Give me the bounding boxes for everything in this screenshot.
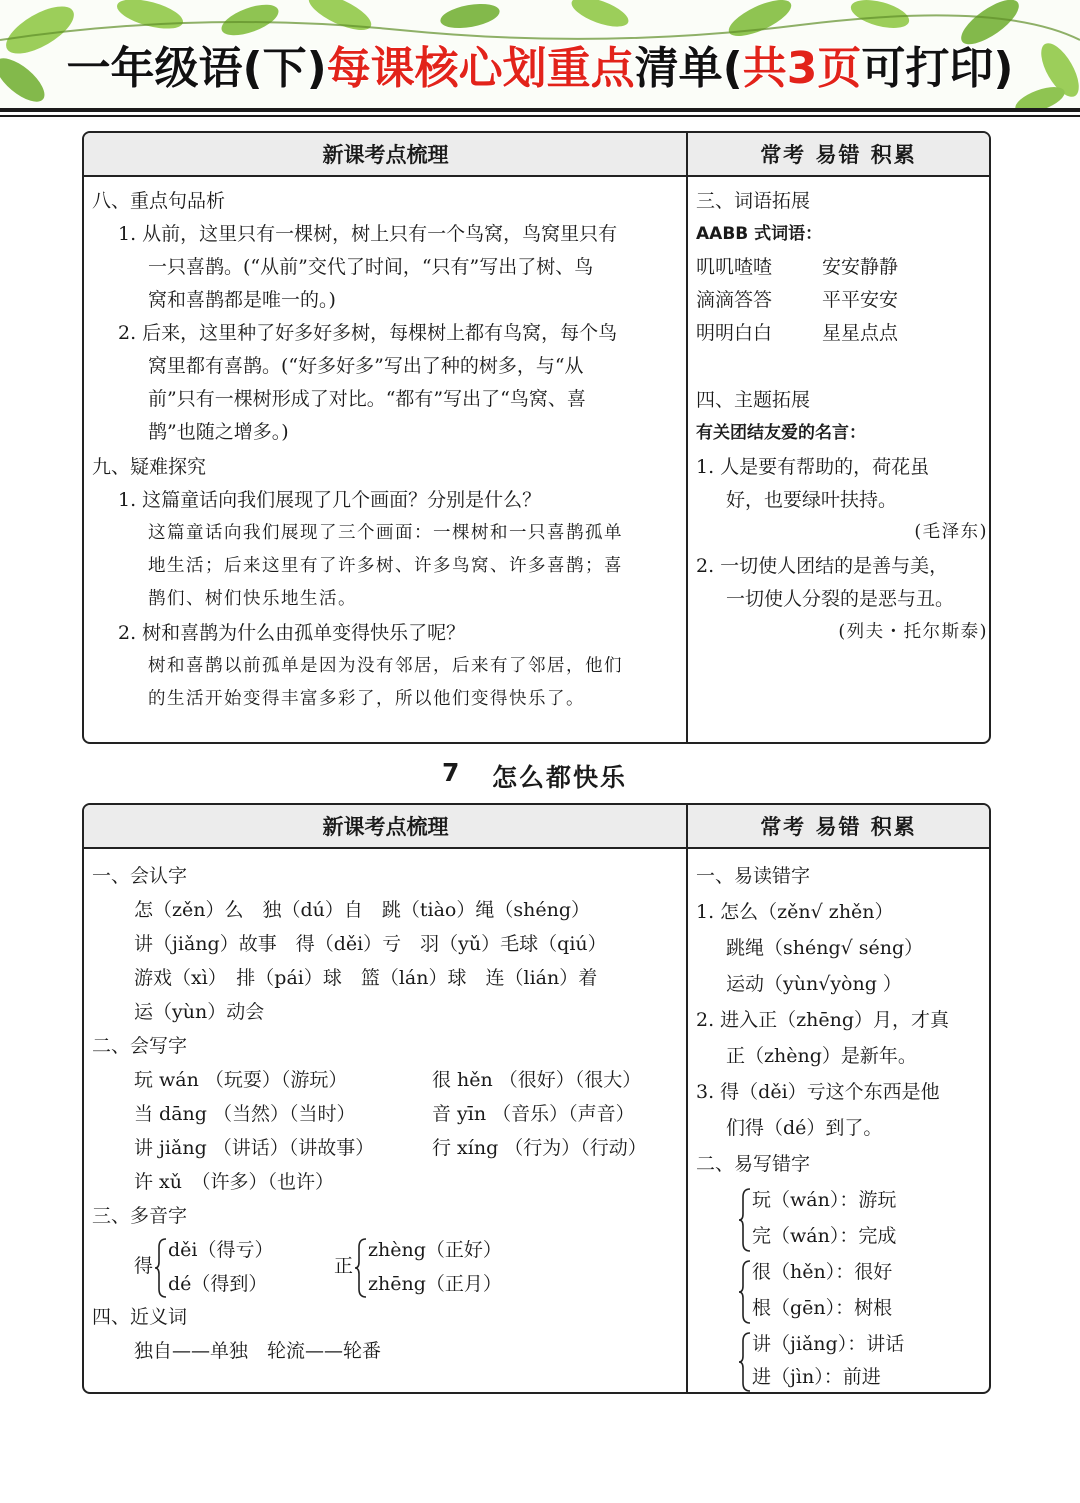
answer-line: 树和喜鹊以前孤单是因为没有邻居，后来有了邻居，他们 bbox=[148, 656, 623, 676]
header-left: 新课考点梳理 bbox=[322, 143, 449, 167]
left-column bbox=[92, 133, 682, 742]
header-left: 新课考点梳理 bbox=[322, 815, 449, 839]
title-part: 每课核心划重点 bbox=[326, 43, 635, 94]
error-item: 正（zhèng）是新年。 bbox=[726, 1045, 917, 1067]
error-item: 3. 得（děi）亏这个东西是他 bbox=[696, 1081, 940, 1103]
polyphone-reading: děi（得亏） bbox=[168, 1239, 274, 1261]
error-item: 2. 进入正（zhēng）月，才真 bbox=[696, 1009, 950, 1031]
banner-rule bbox=[0, 108, 1080, 112]
pair-item: 很（hěn）：很好 bbox=[752, 1261, 893, 1283]
title-part: 一年级语(下) bbox=[66, 43, 327, 94]
answer-line: 这篇童话向我们展现了三个画面：一棵树和一只喜鹊孤单 bbox=[148, 523, 623, 543]
word: 明明白白 bbox=[696, 322, 773, 344]
title-part: 可打印) bbox=[861, 43, 1014, 94]
text-line: 窝和喜鹊都是唯一的。) bbox=[148, 289, 336, 311]
error-item: 1. 怎么（zěn√ zhěn） bbox=[696, 901, 894, 923]
section-heading: 二、易写错字 bbox=[696, 1153, 811, 1175]
write-char: 讲 jiǎng （讲话）（讲故事） bbox=[134, 1137, 375, 1159]
quote-line: 2. 一切使人团结的是善与美， bbox=[696, 555, 949, 577]
lesson-title bbox=[0, 758, 1080, 792]
write-char: 当 dāng （当然）（当时） bbox=[134, 1103, 356, 1125]
pair-item: 讲（jiǎng）：讲话 bbox=[752, 1333, 905, 1355]
section-heading: 三、词语拓展 bbox=[696, 190, 811, 212]
pair-item: 完（wán）：完成 bbox=[752, 1225, 897, 1247]
polyphone-char: 正 bbox=[334, 1255, 354, 1277]
section-heading: 一、易读错字 bbox=[696, 865, 811, 887]
quote-line: 好，也要绿叶扶持。 bbox=[726, 489, 898, 511]
write-char: 音 yīn （音乐）（声音） bbox=[432, 1103, 635, 1125]
question: 2. 树和喜鹊为什么由孤单变得快乐了呢？ bbox=[118, 622, 466, 644]
text-line: 窝里都有喜鹊。(“好多好多”写出了种的树多，与“从 bbox=[148, 355, 584, 377]
lesson-name: 怎么都快乐 bbox=[492, 763, 628, 792]
section-heading: 二、会写字 bbox=[92, 1035, 188, 1057]
char-row: 讲（jiǎng）故事 得（děi）亏 羽（yǔ）毛球（qiú） bbox=[134, 933, 607, 955]
polyphone-reading: zhèng（正好） bbox=[368, 1239, 502, 1261]
error-item: 跳绳（shéng√ séng） bbox=[726, 937, 924, 959]
quote-source: (毛泽东) bbox=[914, 522, 988, 542]
text-line: 2. 后来，这里种了好多好多树，每棵树上都有鸟窝，每个鸟 bbox=[118, 322, 618, 344]
polyphone-reading: dé（得到） bbox=[168, 1273, 268, 1295]
text-line: 前”只有一棵树形成了对比。“都有”写出了“鸟窝、喜 bbox=[148, 388, 586, 410]
char-row: 运（yùn）动会 bbox=[134, 1001, 265, 1023]
char-row: 游戏（xì） 排（pái）球 篮（lán）球 连（lián）着 bbox=[134, 967, 598, 989]
synonym-row: 独自——单独 轮流——轮番 bbox=[134, 1340, 382, 1362]
error-item: 们得（dé）到了。 bbox=[726, 1117, 883, 1139]
quote-line: 1. 人是要有帮助的，荷花虽 bbox=[696, 456, 930, 478]
sub-heading: AABB 式词语： bbox=[696, 224, 823, 244]
quote-source: (列夫・托尔斯泰) bbox=[838, 622, 988, 642]
section-heading: 四、主题拓展 bbox=[696, 389, 811, 411]
word: 滴滴答答 bbox=[696, 289, 773, 311]
right-column bbox=[696, 805, 988, 1392]
pair-item: 根（gēn）：树根 bbox=[752, 1297, 893, 1319]
section-heading: 一、会认字 bbox=[92, 865, 188, 887]
brace-icon bbox=[738, 1331, 752, 1393]
word: 平平安安 bbox=[822, 289, 899, 311]
polyphone-reading: zhēng（正月） bbox=[368, 1273, 502, 1295]
title-part: 共3页 bbox=[742, 43, 862, 94]
header-right: 常考 易错 积累 bbox=[760, 143, 917, 167]
write-char: 许 xǔ （许多）（也许） bbox=[134, 1171, 334, 1193]
write-char: 玩 wán （玩耍）（游玩） bbox=[134, 1069, 348, 1091]
banner-rule bbox=[0, 115, 1080, 117]
section-heading: 八、重点句品析 bbox=[92, 190, 226, 212]
pair-item: 进（jìn）：前进 bbox=[752, 1366, 881, 1388]
brace-icon bbox=[738, 1259, 752, 1325]
brace-icon bbox=[154, 1237, 168, 1299]
right-column bbox=[696, 133, 988, 742]
column-divider bbox=[686, 133, 688, 742]
text-line: 1. 从前，这里只有一棵树，树上只有一个鸟窝，鸟窝里只有 bbox=[118, 223, 618, 245]
answer-line: 的生活开始变得丰富多彩了，所以他们变得快乐了。 bbox=[148, 689, 585, 709]
char-row: 怎（zěn）么 独（dú）自 跳（tiào）绳（shéng） bbox=[134, 899, 591, 921]
pair-item: 玩（wán）：游玩 bbox=[752, 1189, 897, 1211]
left-column bbox=[92, 805, 682, 1392]
page-title bbox=[0, 32, 1080, 96]
section-heading: 四、近义词 bbox=[92, 1306, 188, 1328]
text-line: 鹊”也随之增多。) bbox=[148, 421, 289, 443]
lesson7-table bbox=[82, 803, 991, 1394]
section-heading: 九、疑难探究 bbox=[92, 456, 207, 478]
column-divider bbox=[686, 805, 688, 1392]
answer-line: 鹊们、树们快乐地生活。 bbox=[148, 589, 357, 609]
word: 叽叽喳喳 bbox=[696, 256, 773, 278]
sub-heading: 有关团结友爱的名言： bbox=[696, 423, 866, 443]
polyphone-char: 得 bbox=[134, 1255, 154, 1277]
lesson6-table bbox=[82, 131, 991, 744]
word: 星星点点 bbox=[822, 322, 899, 344]
question: 1. 这篇童话向我们展现了几个画面？分别是什么？ bbox=[118, 489, 542, 511]
header-right: 常考 易错 积累 bbox=[760, 815, 917, 839]
lesson-number: 7 bbox=[442, 758, 460, 787]
brace-icon bbox=[738, 1187, 752, 1253]
write-char: 行 xíng （行为）（行动） bbox=[432, 1137, 647, 1159]
quote-line: 一切使人分裂的是恶与丑。 bbox=[726, 588, 955, 610]
answer-line: 地生活；后来这里有了许多树、许多鸟窝、许多喜鹊；喜 bbox=[148, 556, 623, 576]
word: 安安静静 bbox=[822, 256, 899, 278]
write-char: 很 hěn （很好）（很大） bbox=[432, 1069, 642, 1091]
section-heading: 三、多音字 bbox=[92, 1205, 188, 1227]
brace-icon bbox=[354, 1237, 368, 1299]
page-banner bbox=[0, 0, 1080, 120]
title-part: 清单( bbox=[634, 43, 743, 94]
error-item: 运动（yùn√yòng ） bbox=[726, 973, 902, 995]
text-line: 一只喜鹊。(“从前”交代了时间，“只有”写出了树、鸟 bbox=[148, 256, 594, 278]
